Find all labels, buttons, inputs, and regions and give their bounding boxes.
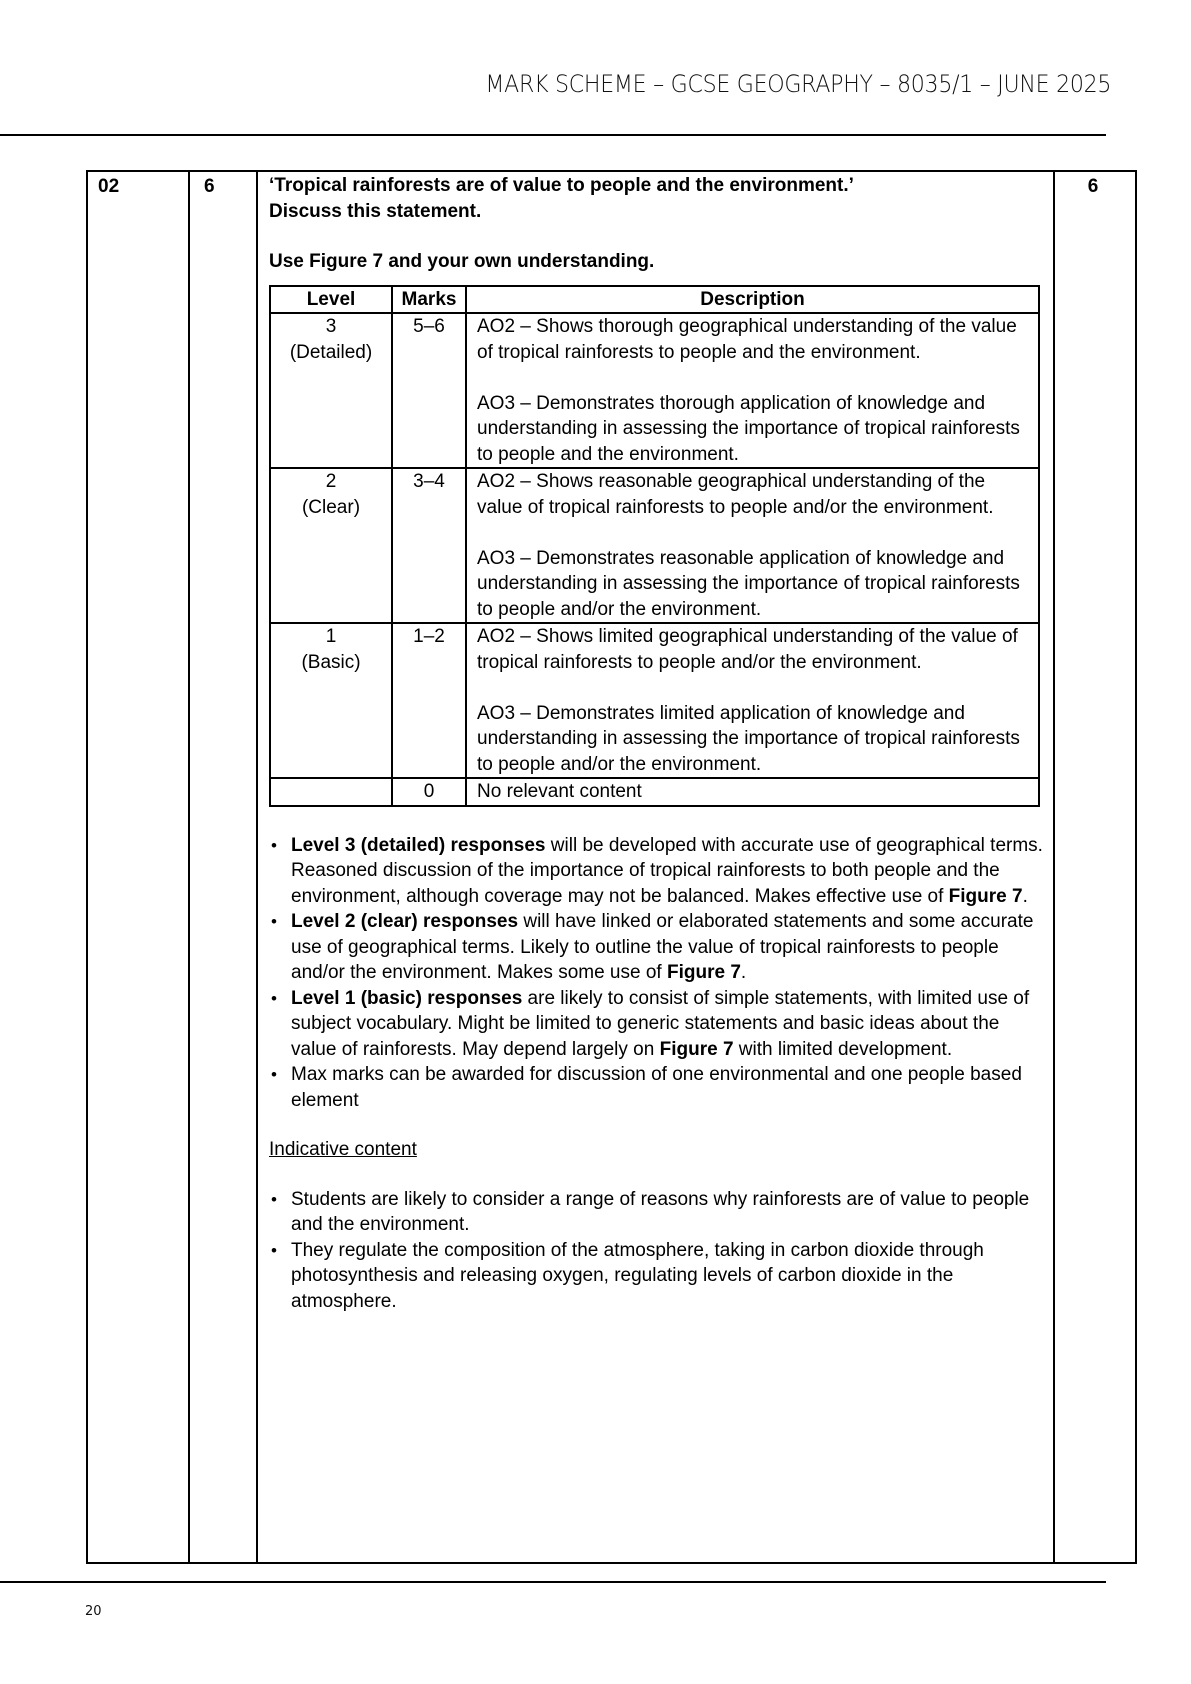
level-guidance-list xyxy=(269,833,1049,1114)
list-item xyxy=(291,909,1049,986)
level-cell xyxy=(270,468,392,623)
guidance-bold-lead: Level 1 (basic) responses xyxy=(291,987,523,1009)
figure-reference: Figure 7 xyxy=(948,885,1023,907)
header-level: Level xyxy=(270,286,392,314)
level-name: (Basic) xyxy=(301,651,361,673)
level-number: 1 xyxy=(325,626,337,647)
list-item xyxy=(291,833,1049,910)
question-use-line: Use Figure 7 and your own understanding. xyxy=(269,251,655,272)
guidance-text: are likely to consist of simple statements, with limited use of subject vocabulary. Might be limited to generic statements and basic ideas about the value of rainforests. May depend largely on xyxy=(291,987,1030,1060)
question-number: 02 xyxy=(98,176,120,197)
ao2-descriptor: AO2 – Shows limited geographical understanding of the value of tropical rainforests to people and/or the environment. xyxy=(477,626,1018,673)
document-header-title: MARK SCHEME – GCSE GEOGRAPHY – 8035/1 – JUNE 2025 xyxy=(485,70,1111,98)
column-divider xyxy=(188,172,190,1562)
marks-cell: 1–2 xyxy=(392,623,466,778)
guidance-end: with limited development. xyxy=(733,1038,953,1060)
figure-reference: Figure 7 xyxy=(659,1038,734,1060)
levels-table xyxy=(269,285,1040,807)
level-name: (Detailed) xyxy=(289,341,373,363)
description-cell xyxy=(466,468,1039,623)
question-part: 6 xyxy=(204,176,215,197)
marks-cell: 0 xyxy=(392,778,466,806)
mark-scheme-table xyxy=(86,170,1137,1564)
page-number: 20 xyxy=(85,1604,102,1619)
header-rule xyxy=(0,134,1106,136)
description-cell: No relevant content xyxy=(466,778,1039,806)
ao2-descriptor: AO2 – Shows thorough geographical understanding of the value of tropical rainforests to people and the environment. xyxy=(477,316,1017,363)
question-statement: ‘Tropical rainforests are of value to people and the environment.’ xyxy=(269,175,854,196)
guidance-text: will have linked or elaborated statements and some accurate use of geographical terms. Likely to outline the value of tropical rainforests to people and/or the environment. Makes some use of xyxy=(291,911,1034,983)
question-content xyxy=(269,173,1049,1314)
footer-rule xyxy=(0,1581,1106,1583)
levels-table-header-row xyxy=(270,286,1039,314)
level-number: 3 xyxy=(325,316,337,337)
level-number: 2 xyxy=(325,471,337,492)
level-cell xyxy=(270,623,392,778)
list-item xyxy=(291,986,1049,1063)
table-row xyxy=(270,778,1039,806)
column-divider xyxy=(256,172,258,1562)
guidance-end: . xyxy=(740,962,747,983)
question-instruction: Discuss this statement. xyxy=(269,200,482,222)
indicative-content-heading: Indicative content xyxy=(269,1139,417,1160)
list-item xyxy=(291,1062,1049,1113)
marks-cell: 3–4 xyxy=(392,468,466,623)
list-item: • They regulate the composition of the atmosphere, taking in carbon dioxide through photosynthesis and releasing oxygen, regulating levels of carbon dioxide in the atmosphere. xyxy=(291,1238,1049,1315)
ao3-descriptor: AO3 – Demonstrates thorough application of knowledge and understanding in assessing the importance of tropical rainforests to people and the environment. xyxy=(477,392,1020,465)
header-marks: Marks xyxy=(392,286,466,314)
indicative-content-list xyxy=(269,1187,1049,1315)
ao2-descriptor: AO2 – Shows reasonable geographical understanding of the value of tropical rainforests to people and/or the environment. xyxy=(477,471,994,518)
description-cell xyxy=(466,623,1039,778)
table-row xyxy=(270,623,1039,778)
ao3-descriptor: AO3 – Demonstrates reasonable application of knowledge and understanding in assessing the importance of tropical rainforests to people and/or the environment. xyxy=(477,547,1020,620)
level-cell xyxy=(270,778,392,806)
guidance-end: . xyxy=(1022,885,1028,907)
level-cell xyxy=(270,313,392,468)
question-total-marks: 6 xyxy=(1087,176,1099,197)
guidance-bold-lead: Level 3 (detailed) responses xyxy=(291,834,546,856)
guidance-text: will be developed with accurate use of geographical terms. Reasoned discussion of the importance of tropical rainforests to both people and the environment, although coverage may not be balanced. Makes effective use of xyxy=(291,834,1043,907)
description-cell xyxy=(466,313,1039,468)
header-description: Description xyxy=(466,286,1039,314)
ao3-descriptor: AO3 – Demonstrates limited application of knowledge and understanding in assessing the importance of tropical rainforests to people and/or the environment. xyxy=(477,702,1020,775)
table-row xyxy=(270,313,1039,468)
guidance-text: Max marks can be awarded for discussion of one environmental and one people based element xyxy=(291,1064,1022,1111)
column-divider xyxy=(1053,172,1055,1562)
marks-cell: 5–6 xyxy=(392,313,466,468)
level-name: (Clear) xyxy=(301,496,361,518)
guidance-bold-lead: Level 2 (clear) responses xyxy=(291,911,519,932)
list-item: • Students are likely to consider a range of reasons why rainforests are of value to people and the environment. xyxy=(291,1187,1049,1238)
figure-reference: Figure 7 xyxy=(666,962,741,983)
table-row xyxy=(270,468,1039,623)
